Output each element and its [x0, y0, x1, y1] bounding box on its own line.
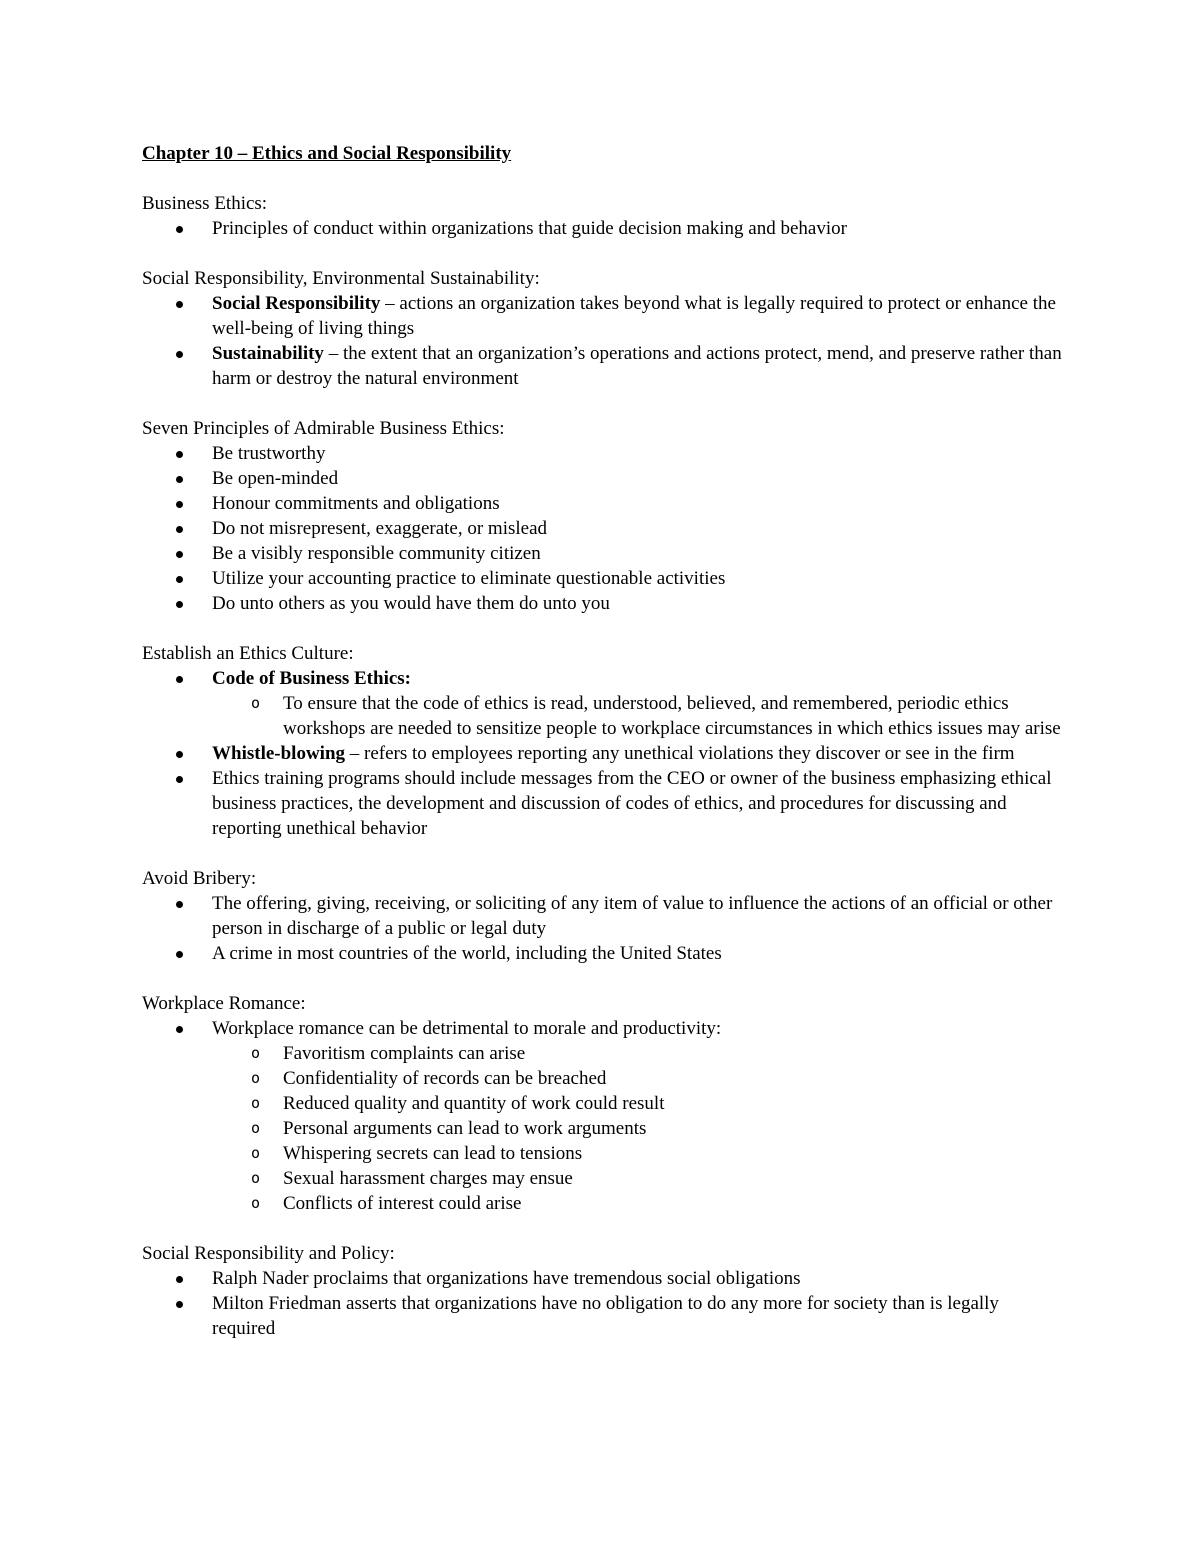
- item-text: Honour commitments and obligations: [212, 493, 500, 514]
- bullet-list: [142, 1266, 1062, 1341]
- section: [142, 641, 1062, 841]
- list-item: [142, 441, 1062, 466]
- section: [142, 416, 1062, 616]
- item-text: Milton Friedman asserts that organizations have no obligation to do any more for society than is legally required: [212, 1293, 999, 1339]
- sub-list: [212, 691, 1062, 741]
- sub-list: [212, 1041, 1062, 1216]
- item-text: Utilize your accounting practice to eliminate questionable activities: [212, 568, 726, 589]
- page-title: Chapter 10 – Ethics and Social Responsibility: [142, 143, 512, 164]
- item-text: A crime in most countries of the world, including the United States: [212, 943, 722, 964]
- sub-list-item: o Personal arguments can lead to work arguments: [142, 1116, 1062, 1141]
- list-item: [142, 1266, 1062, 1291]
- bullet-list: [142, 216, 1062, 241]
- item-term: Social Responsibility: [212, 293, 381, 314]
- section-heading: Avoid Bribery:: [142, 868, 257, 889]
- list-item: [142, 466, 1062, 491]
- item-text: Be trustworthy: [212, 443, 326, 464]
- list-item: [142, 666, 1062, 741]
- item-text: Workplace romance can be detrimental to morale and productivity:: [212, 1018, 722, 1039]
- list-item: [142, 1291, 1062, 1341]
- sub-list-item: o Reduced quality and quantity of work could result: [142, 1091, 1062, 1116]
- item-text: – actions an organization takes beyond what is legally required to protect or enhance the well-being of living things: [212, 293, 1056, 339]
- bullet-list: [142, 666, 1062, 841]
- bullet-list: [142, 291, 1062, 391]
- bullet-list: [142, 891, 1062, 966]
- item-term: Whistle-blowing: [212, 743, 346, 764]
- item-text: Ralph Nader proclaims that organizations have tremendous social obligations: [212, 1268, 801, 1289]
- item-term: Code of Business Ethics:: [212, 668, 411, 689]
- item-term: Sustainability: [212, 343, 324, 364]
- item-text: Be open-minded: [212, 468, 339, 489]
- bullet-list: [142, 1016, 1062, 1216]
- sub-list-item: o Favoritism complaints can arise: [142, 1041, 1062, 1066]
- list-item: [142, 566, 1062, 591]
- section-heading: Seven Principles of Admirable Business Ethics:: [142, 418, 505, 439]
- list-item: [142, 741, 1062, 766]
- section-heading: Business Ethics:: [142, 193, 268, 214]
- list-item: [142, 491, 1062, 516]
- sub-list-item: o Confidentiality of records can be breached: [142, 1066, 1062, 1091]
- item-text: The offering, giving, receiving, or soliciting of any item of value to influence the actions of an official or other person in discharge of a public or legal duty: [212, 893, 1053, 939]
- list-item: [142, 516, 1062, 541]
- list-item: [142, 291, 1062, 341]
- list-item: [142, 1016, 1062, 1216]
- section: [142, 1241, 1062, 1341]
- sub-list-item: o To ensure that the code of ethics is read, understood, believed, and remembered, periodic ethics workshops are needed to sensitize people to workplace circumstances in which ethics issues may arise: [142, 691, 1062, 741]
- list-item: [142, 341, 1062, 391]
- item-text: – the extent that an organization’s operations and actions protect, mend, and preserve rather than harm or destroy the natural environment: [212, 343, 1062, 389]
- item-text: Principles of conduct within organizations that guide decision making and behavior: [212, 218, 847, 239]
- list-item: [142, 591, 1062, 616]
- document-body: [142, 141, 1062, 1366]
- item-text: Be a visibly responsible community citizen: [212, 543, 541, 564]
- bullet-list: [142, 441, 1062, 616]
- section: [142, 991, 1062, 1216]
- item-text: Ethics training programs should include messages from the CEO or owner of the business emphasizing ethical business practices, the development and discussion of codes of ethics, and procedures for discussing and reporting unethical behavior: [212, 768, 1052, 839]
- section-heading: Social Responsibility and Policy:: [142, 1243, 395, 1264]
- sub-list-item: o Whispering secrets can lead to tensions: [142, 1141, 1062, 1166]
- item-text: – refers to employees reporting any unethical violations they discover or see in the firm: [345, 743, 1015, 764]
- list-item: [142, 541, 1062, 566]
- section: [142, 191, 1062, 241]
- list-item: [142, 766, 1062, 841]
- list-item: [142, 216, 1062, 241]
- section: [142, 866, 1062, 966]
- item-text: Do unto others as you would have them do unto you: [212, 593, 610, 614]
- section-heading: Establish an Ethics Culture:: [142, 643, 354, 664]
- item-text: Do not misrepresent, exaggerate, or mislead: [212, 518, 548, 539]
- sections-container: [142, 191, 1062, 1341]
- sub-list-item: o Sexual harassment charges may ensue: [142, 1166, 1062, 1191]
- section: [142, 266, 1062, 391]
- sub-list-item: o Conflicts of interest could arise: [142, 1191, 1062, 1216]
- list-item: [142, 941, 1062, 966]
- section-heading: Workplace Romance:: [142, 993, 306, 1014]
- section-heading: Social Responsibility, Environmental Sustainability:: [142, 268, 540, 289]
- list-item: [142, 891, 1062, 941]
